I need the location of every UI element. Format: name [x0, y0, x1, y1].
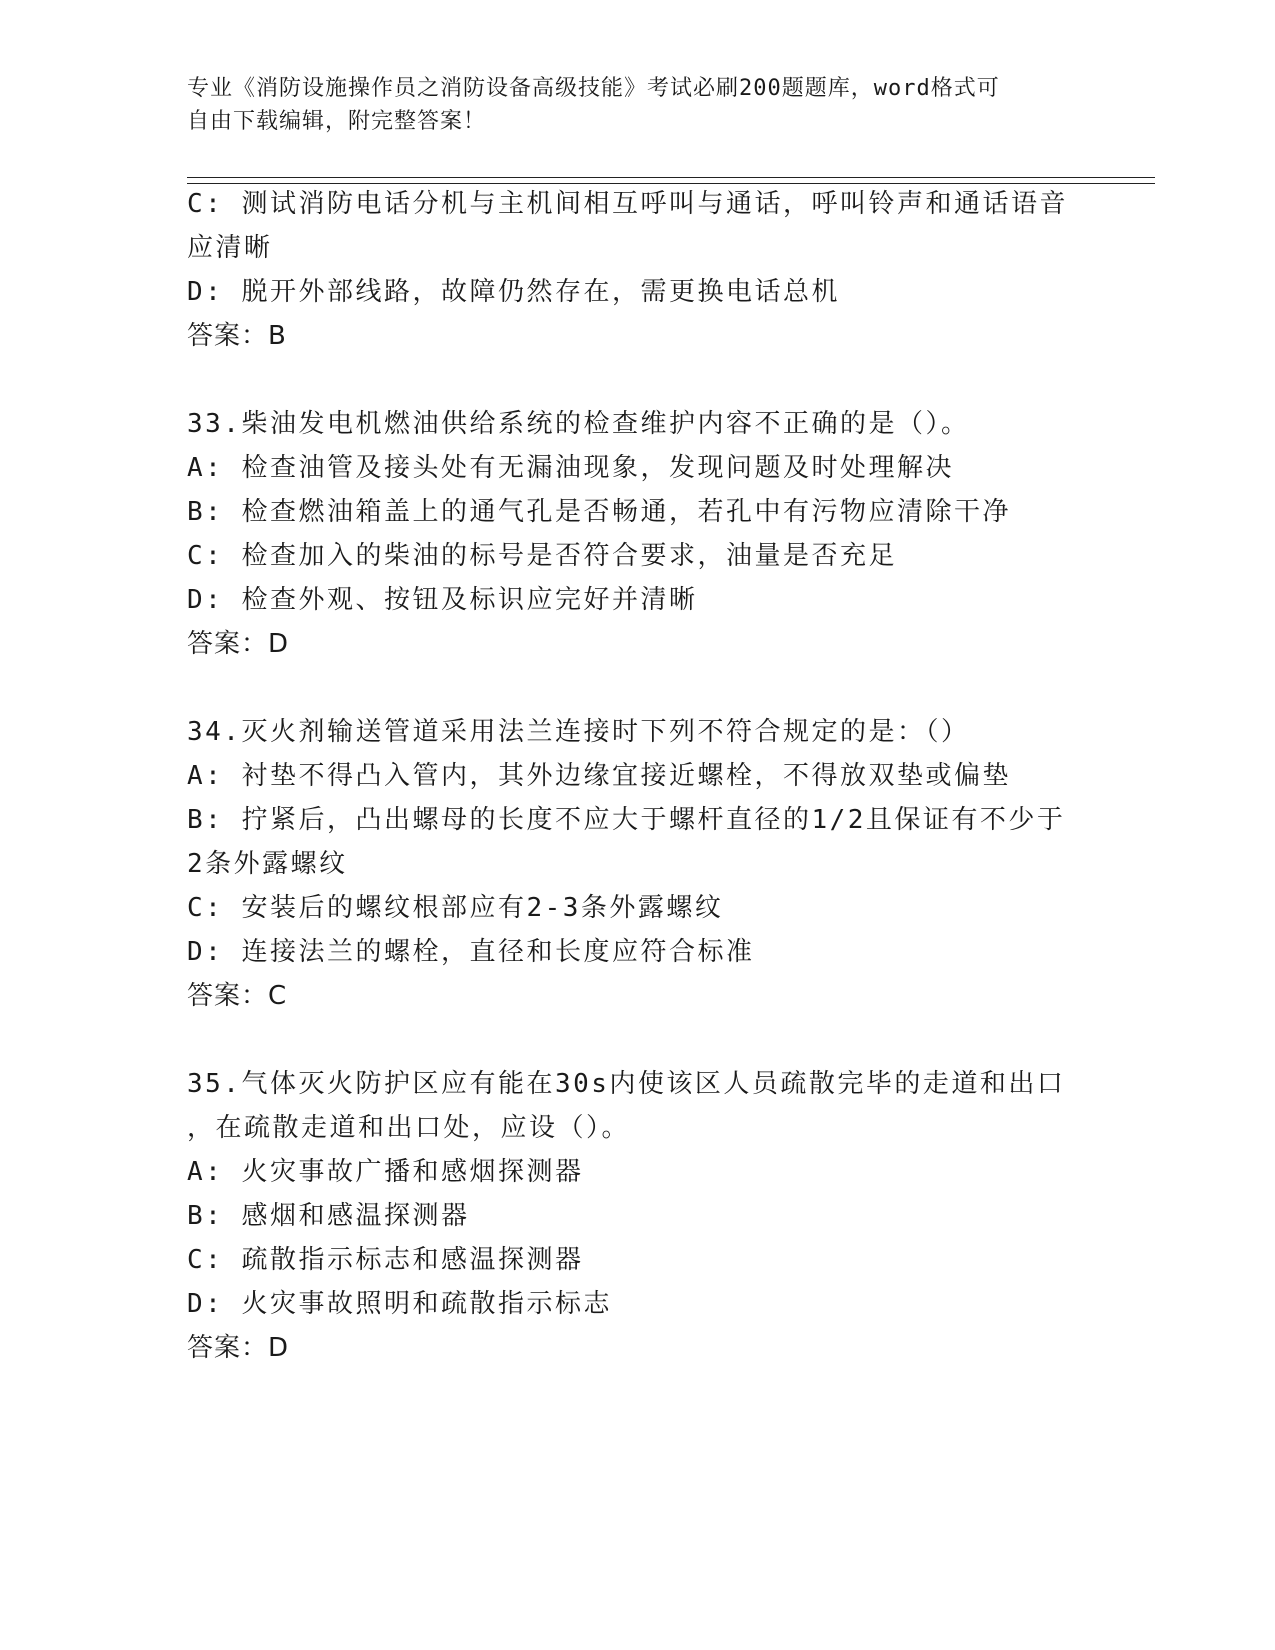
- header-line-1: 专业《消防设施操作员之消防设备高级技能》考试必刷200题题库，word格式可: [187, 76, 1000, 101]
- q34-option-b-line-2: 2条外露螺纹: [187, 849, 348, 879]
- prev-option-c-line-1: C: 测试消防电话分机与主机间相互呼叫与通话，呼叫铃声和通话语音: [187, 189, 1068, 219]
- q35-answer: 答案：D: [187, 1333, 290, 1363]
- q34-option-d: D: 连接法兰的螺栓，直径和长度应符合标准: [187, 937, 755, 967]
- q35-stem-line-2: ，在疏散走道和出口处，应设（）。: [187, 1113, 631, 1143]
- q34-option-c: C: 安装后的螺纹根部应有2-3条外露螺纹: [187, 893, 724, 923]
- q35-option-b: B: 感烟和感温探测器: [187, 1201, 470, 1231]
- q34-option-a: A: 衬垫不得凸入管内，其外边缘宜接近螺栓，不得放双垫或偏垫: [187, 761, 1011, 791]
- prev-option-c-line-2: 应清晰: [187, 233, 273, 263]
- q33-option-c: C: 检查加入的柴油的标号是否符合要求，油量是否充足: [187, 541, 897, 571]
- prev-answer: 答案：B: [187, 321, 287, 351]
- header-divider-bottom: [187, 183, 1155, 184]
- q35-stem-line-1: 35.气体灭火防护区应有能在30s内使该区人员疏散完毕的走道和出口: [187, 1069, 1066, 1099]
- header-divider-top: [187, 177, 1155, 178]
- q33-stem: 33.柴油发电机燃油供给系统的检查维护内容不正确的是（）。: [187, 409, 970, 439]
- q35-option-c: C: 疏散指示标志和感温探测器: [187, 1245, 584, 1275]
- q34-answer: 答案：C: [187, 981, 288, 1011]
- q34-option-b-line-1: B: 拧紧后，凸出螺母的长度不应大于螺杆直径的1/2且保证有不少于: [187, 805, 1066, 835]
- q35-option-a: A: 火灾事故广播和感烟探测器: [187, 1157, 584, 1187]
- q33-option-b: B: 检查燃油箱盖上的通气孔是否畅通，若孔中有污物应清除干净: [187, 497, 1011, 527]
- q34-stem: 34.灭火剂输送管道采用法兰连接时下列不符合规定的是：（）: [187, 717, 970, 747]
- header-line-2: 自由下载编辑，附完整答案！: [187, 109, 487, 134]
- prev-option-d: D: 脱开外部线路，故障仍然存在，需更换电话总机: [187, 277, 840, 307]
- q33-option-a: A: 检查油管及接头处有无漏油现象，发现问题及时处理解决: [187, 453, 954, 483]
- document-header: [187, 72, 1067, 138]
- q33-answer: 答案：D: [187, 629, 290, 659]
- q33-option-d: D: 检查外观、按钮及标识应完好并清晰: [187, 585, 698, 615]
- q35-option-d: D: 火灾事故照明和疏散指示标志: [187, 1289, 612, 1319]
